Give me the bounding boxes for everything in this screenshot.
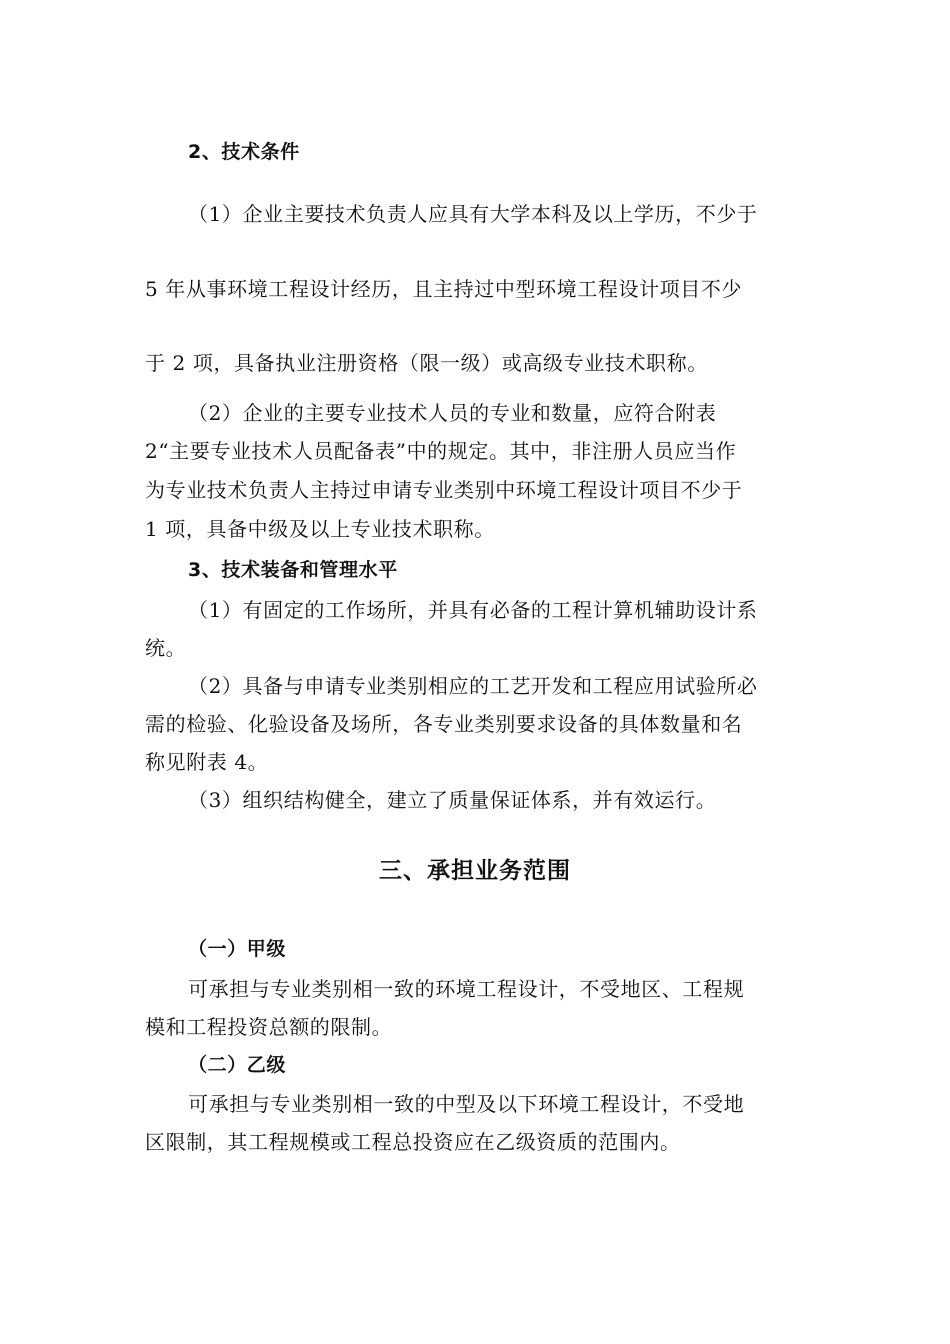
paragraph-line: （1）有固定的工作场所，并具有必备的工程计算机辅助设计系 [188, 598, 758, 622]
paragraph-line: 1 项，具备中级及以上专业技术职称。 [145, 517, 495, 541]
paragraph-line: 为专业技术负责人主持过申请专业类别中环境工程设计项目不少于 [145, 478, 743, 502]
paragraph-line: 需的检验、化验设备及场所，各专业类别要求设备的具体数量和名 [145, 712, 743, 736]
paragraph-line: 模和工程投资总额的限制。 [145, 1015, 393, 1039]
paragraph-line: 可承担与专业类别相一致的环境工程设计，不受地区、工程规 [188, 977, 745, 1001]
chapter-title: 三、承担业务范围 [379, 858, 571, 884]
paragraph-line: 称见附表 4。 [145, 750, 269, 774]
paragraph-line: 2“主要专业技术人员配备表”中的规定。其中，非注册人员应当作 [145, 439, 737, 463]
section-3-heading: 3、技术装备和管理水平 [188, 559, 398, 581]
paragraph-line: 区限制，其工程规模或工程总投资应在乙级资质的范围内。 [145, 1130, 681, 1154]
paragraph-line: 5 年从事环境工程设计经历，且主持过中型环境工程设计项目不少 [145, 277, 743, 301]
grade-b-heading: （二）乙级 [188, 1054, 287, 1076]
paragraph-line: （3）组织结构健全，建立了质量保证体系，并有效运行。 [188, 788, 717, 812]
paragraph-line: （2）具备与申请专业类别相应的工艺开发和工程应用试验所必 [188, 674, 758, 698]
grade-a-heading: （一）甲级 [188, 938, 287, 960]
section-2-heading: 2、技术条件 [188, 141, 300, 163]
paragraph-line: （1）企业主要技术负责人应具有大学本科及以上学历，不少于 [188, 202, 758, 226]
paragraph-line: （2）企业的主要专业技术人员的专业和数量，应符合附表 [188, 401, 717, 425]
paragraph-line: 可承担与专业类别相一致的中型及以下环境工程设计，不受地 [188, 1092, 745, 1116]
paragraph-line: 于 2 项，具备执业注册资格（限一级）或高级专业技术职称。 [145, 351, 708, 375]
paragraph-line: 统。 [145, 636, 187, 660]
